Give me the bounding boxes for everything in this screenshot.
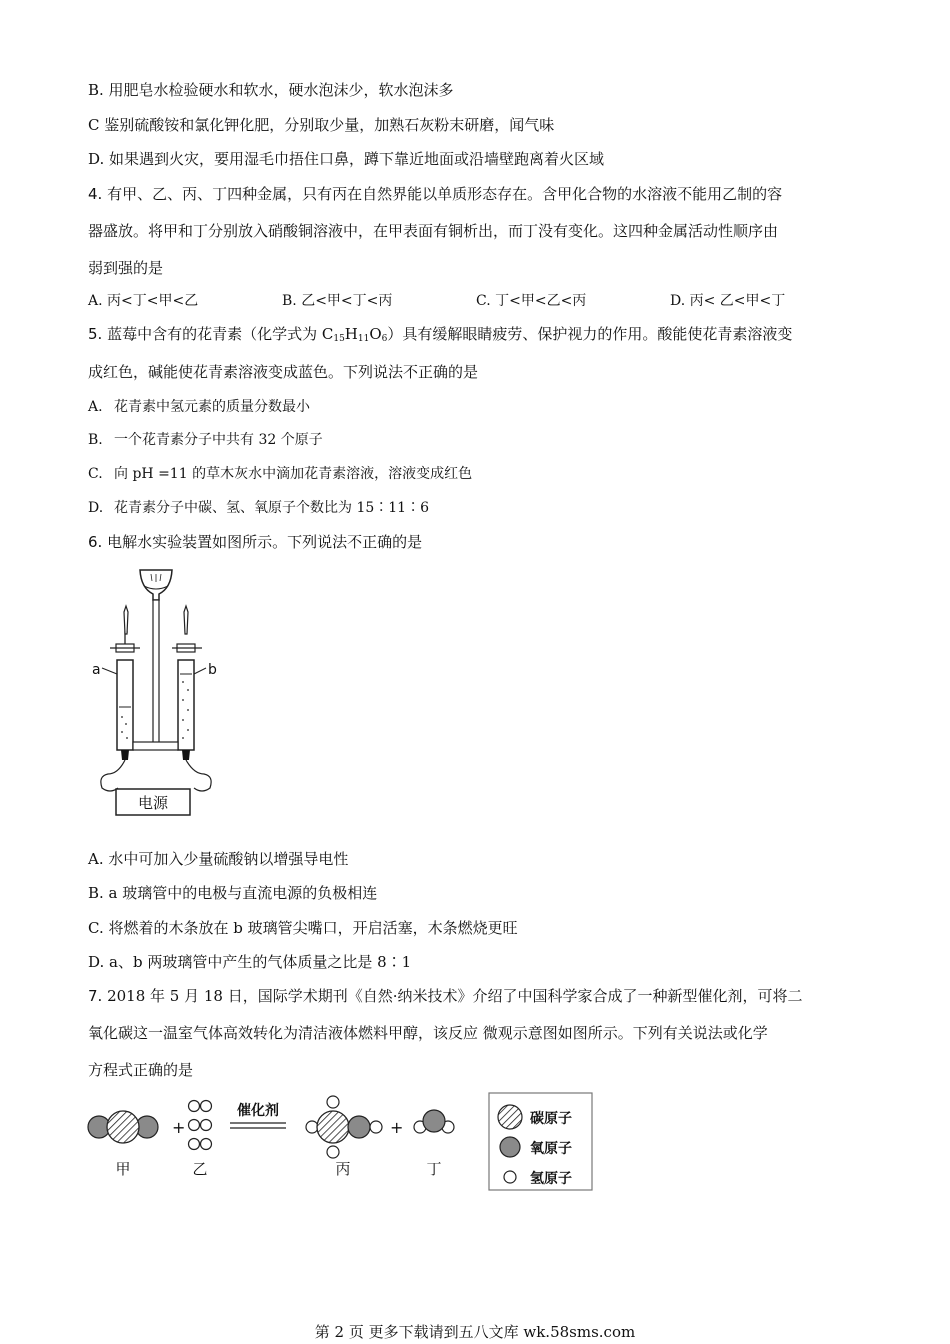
center-tube <box>153 600 159 745</box>
q4-option-a: A. 丙<丁<甲<乙 <box>88 293 199 309</box>
tube-a <box>117 660 133 750</box>
q3-option-c: C 鉴别硫酸铵和氯化钾化肥，分别取少量，加熟石灰粉末研磨，闻气味 <box>88 116 555 134</box>
q4-text-1: . 有甲、乙、丙、丁四种金属，只有丙在自然界能以单质形态存在。含甲化合物的水溶液不能用乙制的容 <box>97 185 783 203</box>
oxygen-atom-icon <box>500 1137 520 1157</box>
q6-number: 6 <box>88 533 98 551</box>
q5-number: 5 <box>88 325 98 343</box>
q5-option-d-text: 花青素分子中碳、氢、氧原子个数比为 15∶11∶6 <box>114 500 429 516</box>
bottom-connector <box>133 742 178 750</box>
q5-option-b <box>88 430 323 450</box>
plus-sign-1: + <box>172 1118 186 1137</box>
electrolysis-apparatus-figure <box>88 562 238 822</box>
right-electrode <box>182 750 190 760</box>
q5-stem-line-1 <box>88 324 792 349</box>
q5-option-a-key: A. <box>88 399 103 415</box>
q3-option-d: D. 如果遇到火灾，要用湿毛巾捂住口鼻，蹲下靠近地面或沿墙壁跑离着火区域 <box>88 150 605 168</box>
label-a: a <box>92 662 101 678</box>
h2-molecules <box>189 1101 212 1150</box>
q7-number: 7 <box>88 987 98 1005</box>
right-wire <box>186 760 211 791</box>
q5-h: H <box>344 325 358 343</box>
q7-stem-line-2: 氧化碳这一温室气体高效转化为清洁液体燃料甲醇，该反应 微观示意图如图所示。下列有关说法或化学 <box>88 1024 768 1042</box>
q7-stem-line-1 <box>88 986 803 1006</box>
legend-carbon-label: 碳原子 <box>530 1111 572 1127</box>
q5-option-c-text: 向 pH =11 的草木灰水中滴加花青素溶液，溶液变成红色 <box>114 466 473 482</box>
q4-option-c: C. 丁<甲<乙<丙 <box>476 293 587 309</box>
q4-stem-line-3: 弱到强的是 <box>88 259 164 277</box>
q7-stem-line-3: 方程式正确的是 <box>88 1061 194 1079</box>
q5-text-1a: . 蓝莓中含有的花青素（化学式为 C <box>97 325 334 343</box>
q5-option-a <box>88 397 310 417</box>
water-molecule <box>414 1110 454 1133</box>
q3-option-b: B. 用肥皂水检验硬水和软水，硬水泡沫少，软水泡沫多 <box>88 81 454 99</box>
label-ding: 丁 <box>426 1160 442 1178</box>
page-footer: 第 2 页 更多下载请到五八文库 wk.58sms.com <box>314 1323 636 1341</box>
power-supply-label: 电源 <box>137 794 169 812</box>
q4-option-d: D. 丙< 乙<甲<丁 <box>670 293 786 309</box>
catalyst-label: 催化剂 <box>237 1103 279 1119</box>
legend-oxygen-label: 氧原子 <box>530 1141 572 1157</box>
q5-option-d <box>88 498 429 518</box>
q5-option-a-text: 花青素中氢元素的质量分数最小 <box>114 399 310 415</box>
q5-option-b-text: 一个花青素分子中共有 32 个原子 <box>114 432 323 448</box>
label-b: b <box>208 662 217 678</box>
q5-option-c-key: C. <box>88 466 103 482</box>
q5-text-1b: ）具有缓解眼睛疲劳、保护视力的作用。酸能使花青素溶液变 <box>387 325 793 343</box>
q6-option-d: D. a、b 两玻璃管中产生的气体质量之比是 8∶1 <box>88 953 412 971</box>
q5-stem-line-2: 成红色，碱能使花青素溶液变成蓝色。下列说法不正确的是 <box>88 363 479 381</box>
q7-text-1: . 2018 年 5 月 18 日，国际学术期刊《自然·纳米技术》介绍了中国科学家合成了一种新型催化剂，可将二 <box>97 987 803 1005</box>
plus-sign-2: + <box>390 1118 404 1137</box>
q6-option-c: C. 将燃着的木条放在 b 玻璃管尖嘴口，开启活塞，木条燃烧更旺 <box>88 919 518 937</box>
q4-number: 4 <box>88 185 98 203</box>
q6-text-1: . 电解水实验装置如图所示。下列说法不正确的是 <box>97 533 423 551</box>
q5-option-c <box>88 464 472 484</box>
carbon-atom-icon <box>498 1105 522 1129</box>
right-nozzle <box>184 606 188 634</box>
q5-o: O <box>369 325 382 343</box>
q5-option-d-key: D. <box>88 500 104 516</box>
q5-sub-6: 6 <box>381 334 388 344</box>
q4-stem-line-1 <box>88 184 782 204</box>
legend-hydrogen-label: 氢原子 <box>530 1171 572 1187</box>
methanol-molecule <box>306 1096 382 1158</box>
reaction-micro-diagram <box>84 1090 604 1196</box>
q5-sub-11: 11 <box>357 334 370 344</box>
co2-molecule <box>88 1111 158 1143</box>
label-yi: 乙 <box>192 1160 208 1178</box>
q6-stem-line-1 <box>88 532 422 552</box>
left-electrode <box>121 750 129 760</box>
q4-stem-line-2: 器盛放。将甲和丁分别放入硝酸铜溶液中，在甲表面有铜析出，而丁没有变化。这四种金属活动性顺序由 <box>88 222 779 240</box>
q5-option-b-key: B. <box>88 432 103 448</box>
left-wire <box>101 760 125 791</box>
q6-option-a: A. 水中可加入少量硫酸钠以增强导电性 <box>88 850 349 868</box>
hydrogen-atom-icon <box>504 1171 516 1183</box>
q5-sub-15: 15 <box>333 334 345 344</box>
label-jia: 甲 <box>115 1160 131 1178</box>
label-bing: 丙 <box>335 1160 351 1178</box>
q4-option-b: B. 乙<甲<丁<丙 <box>282 293 393 309</box>
left-nozzle <box>124 606 128 634</box>
q6-option-b: B. a 玻璃管中的电极与直流电源的负极相连 <box>88 884 378 902</box>
